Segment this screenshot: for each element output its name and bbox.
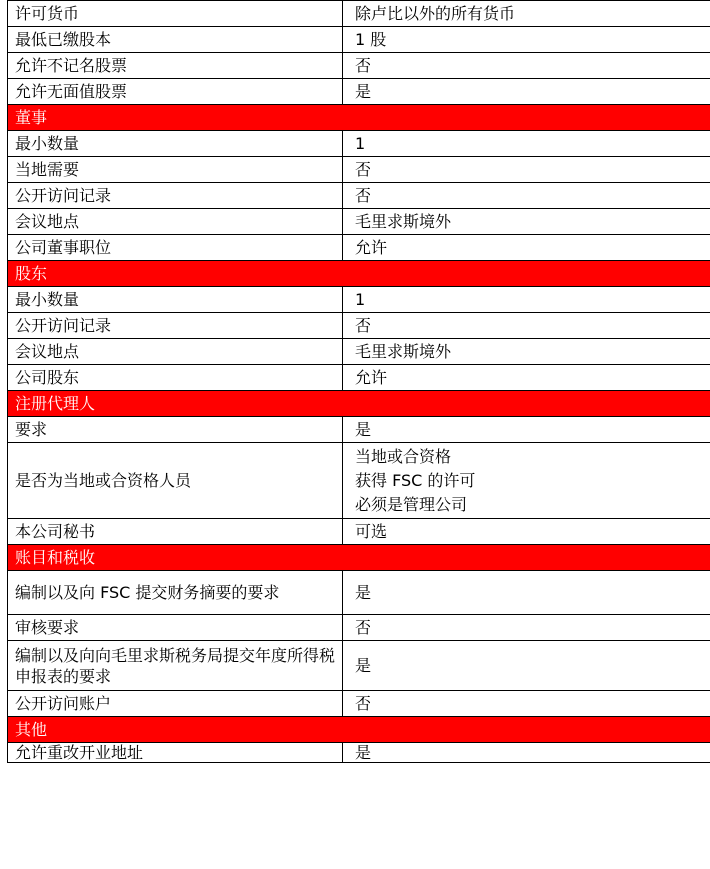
row-label: 公开访问账户 [8,691,343,716]
section-header [8,105,710,131]
row-label: 会议地点 [8,339,343,364]
value-line: 可选 [355,522,388,541]
row-label: 是否为当地或合资格人员 [8,443,343,518]
table-row [8,313,710,339]
row-value [343,615,710,640]
value-line: 毛里求斯境外 [355,342,452,361]
row-value [343,1,710,26]
row-value [343,519,710,544]
section-header [8,545,710,571]
row-label: 许可货币 [8,1,343,26]
row-label: 最小数量 [8,131,343,156]
value-line: 1 [355,290,366,309]
row-label: 当地需要 [8,157,343,182]
row-value [343,691,710,716]
table-row [8,27,710,53]
table-row [8,53,710,79]
row-label: 最小数量 [8,287,343,312]
row-label: 公司股东 [8,365,343,390]
table-row [8,209,710,235]
table-row [8,0,710,27]
table-row [8,615,710,641]
row-value [343,235,710,260]
table-row [8,365,710,391]
value-line: 1 股 [355,30,387,49]
table-row [8,235,710,261]
value-line: 当地或合资格 [355,446,452,466]
value-line: 否 [355,618,372,637]
value-line: 1 [355,134,366,153]
value-line: 是 [355,82,372,101]
row-value [343,339,710,364]
value-line: 是 [355,743,372,762]
table-row [8,157,710,183]
value-line: 允许 [355,238,388,257]
row-label: 允许重改开业地址 [8,743,343,762]
row-label: 最低已缴股本 [8,27,343,52]
section-title: 股东 [15,264,48,283]
row-value [343,183,710,208]
row-label: 公司董事职位 [8,235,343,260]
value-line: 否 [355,160,372,179]
table-row [8,79,710,105]
table-row [8,571,710,615]
row-label: 要求 [8,417,343,442]
value-line: 必须是管理公司 [355,494,468,514]
row-value [343,79,710,104]
value-line: 除卢比以外的所有货币 [355,4,516,23]
row-label: 公开访问记录 [8,183,343,208]
row-value [343,131,710,156]
row-value [343,313,710,338]
row-value [343,209,710,234]
row-value [343,157,710,182]
section-header [8,717,710,743]
section-title: 董事 [15,108,48,127]
row-value [343,287,710,312]
section-header [8,391,710,417]
table-row [8,287,710,313]
row-value [343,443,710,518]
table-row [8,183,710,209]
row-value [343,641,710,690]
company-info-table [7,0,710,763]
table-row [8,131,710,157]
row-value [343,365,710,390]
row-label: 编制以及向向毛里求斯税务局提交年度所得税申报表的要求 [8,641,343,690]
row-label: 审核要求 [8,615,343,640]
value-line: 否 [355,694,372,713]
table-row [8,339,710,365]
value-line: 毛里求斯境外 [355,212,452,231]
table-row [8,519,710,545]
row-label: 允许无面值股票 [8,79,343,104]
section-title: 账目和税收 [15,548,96,567]
row-value [343,53,710,78]
row-label: 编制以及向 FSC 提交财务摘要的要求 [8,571,343,614]
value-line: 是 [355,420,372,439]
row-value [343,27,710,52]
row-label: 本公司秘书 [8,519,343,544]
table-row [8,743,710,763]
table-row [8,641,710,691]
row-value [343,417,710,442]
value-line: 获得 FSC 的许可 [355,470,476,490]
value-line: 允许 [355,368,388,387]
table-row [8,691,710,717]
value-line: 是 [355,583,372,602]
row-label: 会议地点 [8,209,343,234]
row-value [343,571,710,614]
row-label: 公开访问记录 [8,313,343,338]
value-line: 否 [355,56,372,75]
section-title: 注册代理人 [15,394,96,413]
value-line: 否 [355,316,372,335]
row-value [343,743,710,762]
section-title: 其他 [15,720,48,739]
value-line: 是 [355,656,372,675]
table-row [8,417,710,443]
value-line: 否 [355,186,372,205]
table-row [8,443,710,519]
row-label: 允许不记名股票 [8,53,343,78]
section-header [8,261,710,287]
